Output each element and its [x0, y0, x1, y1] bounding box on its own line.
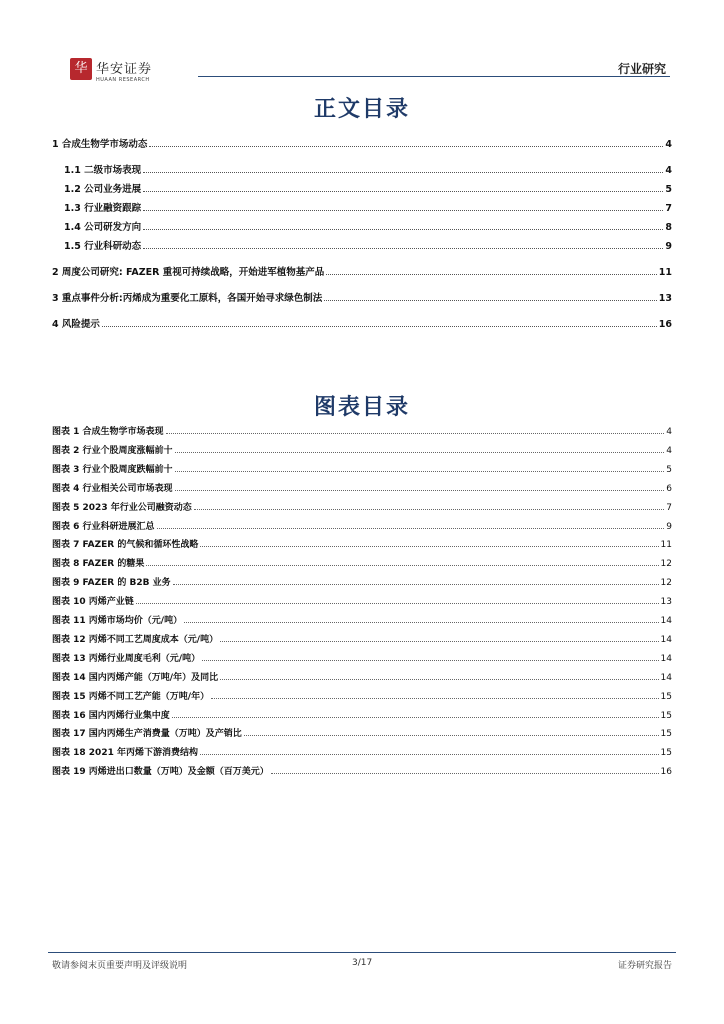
figure-entry[interactable]: [52, 592, 672, 607]
figure-entry-page: 14: [660, 634, 672, 645]
figure-entry-label: 图表 18 2021 年丙烯下游消费结构: [52, 748, 198, 759]
dot-leader: [211, 698, 658, 699]
toc-entry-page: 9: [665, 241, 672, 252]
dot-leader: [220, 641, 658, 642]
figure-entry-label: 图表 8 FAZER 的糖果: [52, 559, 145, 570]
figure-entry-label: 图表 12 丙烯不同工艺周度成本（元/吨）: [52, 634, 219, 645]
brand-logo-text: [96, 58, 152, 83]
figure-entry[interactable]: [52, 649, 672, 664]
figure-entry-page: 9: [666, 521, 672, 532]
toc-entry-label: 1.2 公司业务进展: [64, 184, 142, 195]
figure-entry[interactable]: [52, 762, 672, 777]
figure-entry-page: 16: [660, 767, 672, 778]
figure-entry[interactable]: [52, 668, 672, 683]
toc-entry[interactable]: [64, 236, 672, 252]
figure-entry-page: 14: [660, 672, 672, 683]
dot-leader: [200, 546, 658, 547]
dot-leader: [324, 300, 657, 301]
figure-entry[interactable]: [52, 706, 672, 721]
report-category: 行业研究: [617, 62, 666, 76]
dot-leader: [172, 717, 659, 718]
dot-leader: [143, 248, 663, 249]
figure-entry[interactable]: [52, 535, 672, 550]
dot-leader: [326, 274, 656, 275]
figure-entry[interactable]: [52, 611, 672, 626]
figure-entry-page: 14: [660, 616, 672, 626]
toc-entry[interactable]: [64, 179, 672, 195]
toc-entry-page: 11: [658, 267, 672, 278]
dot-leader: [175, 452, 665, 453]
toc-entry[interactable]: [52, 288, 672, 304]
figure-entry-page: 11: [660, 540, 672, 551]
dot-leader: [102, 326, 657, 327]
footer-divider: [48, 952, 676, 953]
dot-leader: [143, 191, 663, 192]
figure-entry-page: 4: [666, 445, 672, 456]
dot-leader: [173, 584, 659, 585]
dot-leader: [149, 146, 663, 147]
toc-entry[interactable]: [52, 314, 672, 330]
footer-report-type: 证券研究报告: [617, 961, 672, 971]
dot-leader: [175, 471, 665, 472]
figure-entry-page: 7: [666, 502, 672, 513]
figures-title: 图表目录: [313, 394, 410, 420]
dot-leader: [220, 679, 658, 680]
dot-leader: [143, 210, 663, 211]
figure-entry[interactable]: [52, 441, 672, 456]
toc-entry-label: 1 合成生物学市场动态: [52, 139, 148, 150]
figure-entry[interactable]: [52, 460, 672, 475]
toc-entry-page: 5: [665, 184, 672, 195]
figure-entry[interactable]: [52, 517, 672, 532]
figure-entry-page: 12: [660, 578, 672, 589]
figure-entry-label: 图表 5 2023 年行业公司融资动态: [52, 502, 192, 513]
figure-entry-label: 图表 4 行业相关公司市场表现: [52, 483, 173, 494]
figure-entry-label: 图表 10 丙烯产业链: [52, 597, 134, 608]
dot-leader: [194, 509, 665, 510]
figure-entry[interactable]: [52, 498, 672, 513]
toc-entry-page: 13: [658, 293, 672, 304]
dot-leader: [146, 565, 658, 566]
figure-entry[interactable]: [52, 630, 672, 645]
toc-entry[interactable]: [64, 198, 672, 214]
toc-entry[interactable]: [64, 160, 672, 176]
figure-entry-page: 15: [660, 710, 672, 721]
toc-entry-label: 1.3 行业融资跟踪: [64, 203, 142, 214]
toc-entry-label: 1.4 公司研发方向: [64, 222, 142, 233]
toc-entry-label: 4 风险提示: [52, 319, 100, 330]
dot-leader: [143, 229, 663, 230]
figure-entry-page: 12: [660, 559, 672, 570]
figure-entry-label: 图表 1 合成生物学市场表现: [52, 427, 164, 437]
toc-entry-page: 7: [665, 203, 672, 214]
figure-entry-label: 图表 17 国内丙烯生产消费量（万吨）及产销比: [52, 729, 242, 740]
dot-leader: [136, 603, 659, 604]
toc-entry[interactable]: [52, 262, 672, 278]
dot-leader: [271, 773, 659, 774]
figure-entry-page: 5: [666, 464, 672, 475]
figure-entry-page: 4: [666, 427, 672, 437]
figure-entry[interactable]: [52, 479, 672, 494]
figure-entry-label: 图表 9 FAZER 的 B2B 业务: [52, 578, 171, 589]
figure-entry-label: 图表 2 行业个股周度涨幅前十: [52, 445, 173, 456]
dot-leader: [202, 660, 658, 661]
toc-entry-page: 8: [665, 222, 672, 233]
dot-leader: [175, 490, 665, 491]
figure-entry-label: 图表 7 FAZER 的气候和循环性战略: [52, 540, 199, 551]
brand-logo-icon: 华: [70, 58, 92, 80]
figure-entry[interactable]: [52, 687, 672, 702]
figure-entry-page: 15: [660, 748, 672, 759]
toc-entry-page: 4: [665, 139, 672, 150]
figure-entry-label: 图表 16 国内丙烯行业集中度: [52, 710, 170, 721]
brand-name-cn: 华安证券: [96, 62, 153, 77]
figure-entry-page: 15: [660, 729, 672, 740]
brand-name-en: HUAAN RESEARCH: [96, 77, 150, 83]
figure-entry-label: 图表 15 丙烯不同工艺产能（万吨/年）: [52, 691, 210, 702]
toc-entry-label: 1.1 二级市场表现: [64, 165, 142, 176]
dot-leader: [184, 622, 658, 623]
figure-entry[interactable]: [52, 573, 672, 588]
figure-entry-page: 13: [660, 597, 672, 608]
figure-entry-page: 14: [660, 653, 672, 664]
toc-entry-label: 1.5 行业科研动态: [64, 241, 142, 252]
toc-entry-page: 16: [658, 319, 672, 330]
page-header: [48, 58, 676, 84]
figure-entry-page: 6: [666, 483, 672, 494]
figure-entry-label: 图表 6 行业科研进展汇总: [52, 521, 155, 532]
toc-entry-label: 2 周度公司研究: FAZER 重视可持续战略，开始进军植物基产品: [52, 267, 325, 278]
figure-entry-label: 图表 19 丙烯进出口数量（万吨）及金额（百万美元）: [52, 767, 269, 778]
figure-entry-label: 图表 3 行业个股周度跌幅前十: [52, 464, 173, 475]
toc-title: 正文目录: [313, 96, 410, 122]
page-number: 3/17: [352, 958, 373, 968]
header-divider: [198, 76, 670, 77]
figure-entry[interactable]: [52, 743, 672, 758]
dot-leader: [244, 735, 659, 736]
toc-entry-page: 4: [665, 165, 672, 176]
figure-entry-label: 图表 11 丙烯市场均价（元/吨）: [52, 616, 183, 626]
figure-entry-label: 图表 14 国内丙烯产能（万吨/年）及同比: [52, 672, 219, 683]
figure-entry-label: 图表 13 丙烯行业周度毛利（元/吨）: [52, 653, 201, 664]
figure-entry[interactable]: [52, 724, 672, 739]
toc-entry[interactable]: [64, 217, 672, 233]
dot-leader: [143, 172, 663, 173]
dot-leader: [157, 528, 665, 529]
figure-entry-page: 15: [660, 691, 672, 702]
footer-disclaimer: 敬请参阅末页重要声明及评级说明: [52, 961, 188, 971]
toc-entry-label: 3 重点事件分析:丙烯成为重要化工原料，各国开始寻求绿色制法: [52, 293, 323, 304]
toc-entry[interactable]: [52, 134, 672, 150]
dot-leader: [200, 754, 659, 755]
figure-entry[interactable]: [52, 554, 672, 569]
figure-entry[interactable]: [52, 422, 672, 437]
dot-leader: [166, 433, 665, 434]
